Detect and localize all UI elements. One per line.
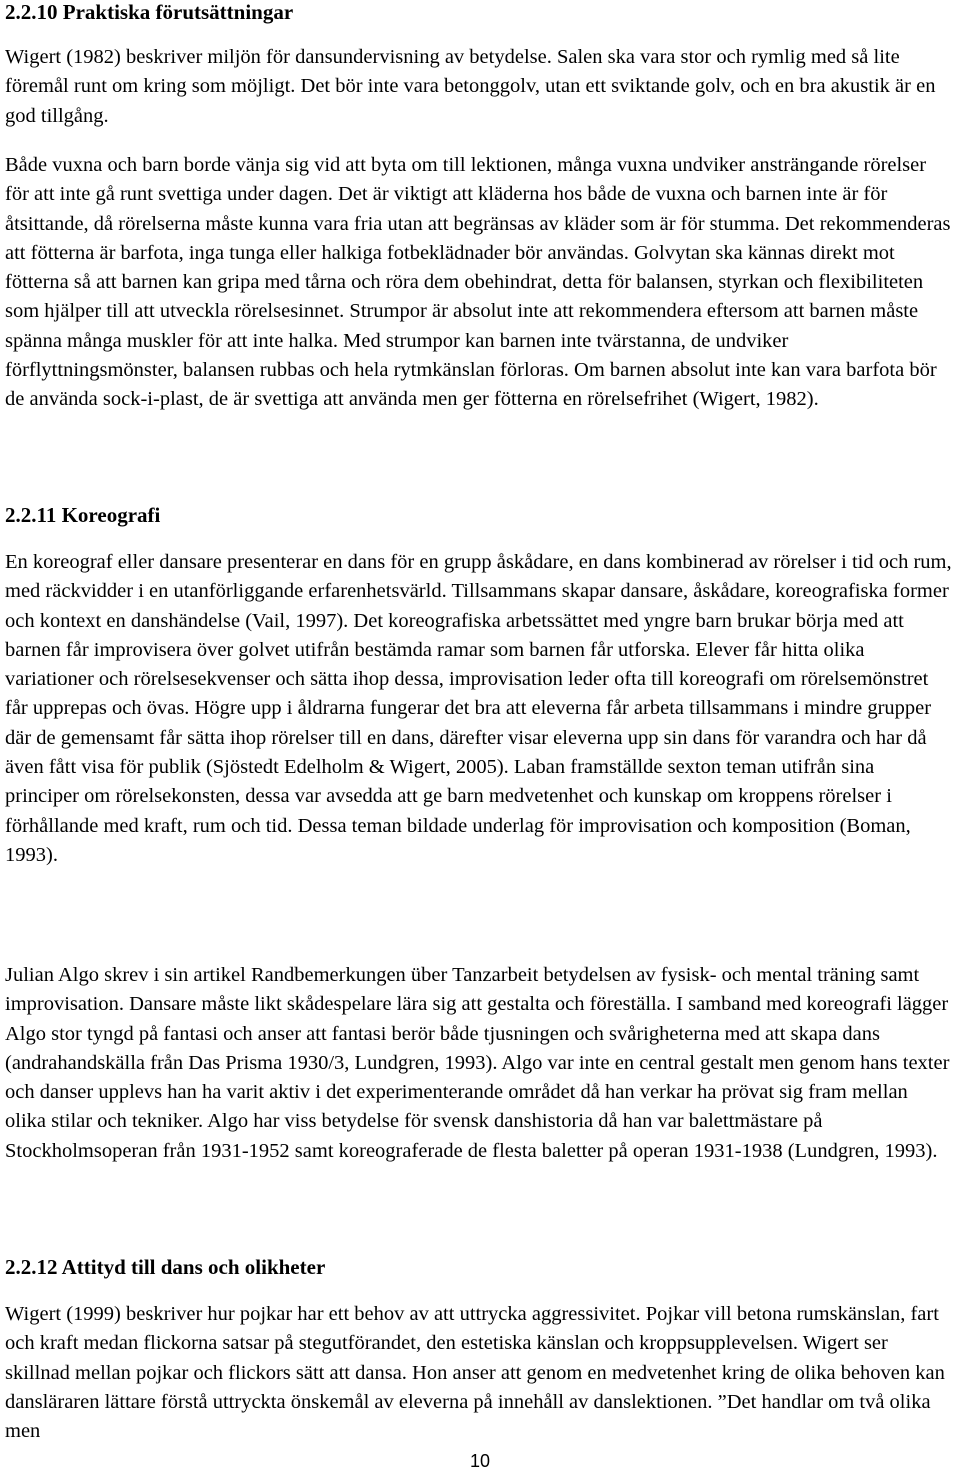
paragraph-attityd: Wigert (1999) beskriver hur pojkar har ett behov av att uttrycka aggressivitet. Pojkar vill betona rumskänslan, fart och kraft medan flickorna satsar på stegutförandet, den estetiska känslan och kroppsupplevelsen. Wigert ser skillnad mellan pojkar och flickors sätt att dansa. Hon anser att genom en medvetenhet kring de olika behoven kan dansläraren lättare förstå uttryckta önskemål av eleverna på innehåll av danslektionen. ”Det handlar om två olika men xyxy=(5,1303,945,1443)
paragraph-koreograf: En koreograf eller dansare presenterar en dans för en grupp åskådare, en dans kombinerad av rörelser i tid och rum, med räckvidder i en utanförliggande erfarenhetsvärld. Tillsammans skapar dansare, åskådare, koreografiska former och kontext en danshändelse (Vail, 1997). Det koreografiska arbetssättet med yngre barn brukar börja med att barnen får improvisera över golvet utifrån bestämda ramar som barnen får utforska. Elever får hitta olika variationer och rörelsesekvenser och sätta ihop dessa, improvisation leder ofta till koreografi om rörelsemönstret får upprepas och övas. Högre upp i åldrarna fungerar det bra att eleverna får arbeta tillsammans i mindre grupper där de gemensamt får sätta ihop rörelser till en dans, därefter visar eleverna upp sin dans för varandra och har då även fått visa för publik (Sjöstedt Edelholm & Wigert, 2005). Laban framställde sexton teman utifrån sina principer om rörelsekonsten, dessa var avsedda att ge barn medvetenhet och kunskap om kroppens rörelser i förhållande med kraft, rum och tid. Dessa teman bildade underlag för improvisation och komposition (Boman, 1993). xyxy=(5,551,952,866)
page-number: 10 xyxy=(469,1451,491,1471)
section-heading-koreografi: 2.2.11 Koreografi xyxy=(5,503,161,527)
section-heading-attityd: 2.2.12 Attityd till dans och olikheter xyxy=(5,1255,326,1279)
paragraph-miljo: Wigert (1982) beskriver miljön för dansundervisning av betydelse. Salen ska vara stor och rymlig med så lite föremål runt om kring som möjligt. Det bör inte vara betonggolv, utan ett sviktande golv, och en bra akustik är en god tillgång. xyxy=(5,46,936,127)
paragraph-kladsel: Både vuxna och barn borde vänja sig vid att byta om till lektionen, många vuxna undviker ansträngande rörelser för att inte gå runt svettiga under dagen. Det är viktigt att kläderna hos både de vuxna och barnen inte är för åtsittande, då rörelserna måste kunna vara fria utan att begränsas av kläder som är för stumma. Det rekommenderas att fötterna är barfota, inga tunga eller halkiga fotbeklädnader bör användas. Golvytan ska kännas direkt mot fötterna så att barnen kan gripa med tårna och röra dem obehindrat, detta för balansen, styrkan och flexibiliteten som hjälper till att utveckla rörelsesinnet. Strumpor är absolut inte att rekommendera eftersom att barnen måste spänna många muskler för att inte halka. Med strumpor kan barnen inte tvärstanna, de undviker förflyttningsmönster, balansen rubbas och hela rytmkänslan förloras. Om barnen absolut inte kan vara barfota bör de använda sock-i-plast, de är svettiga att använda men ger fötterna en rörelsefrihet (Wigert, 1982). xyxy=(5,154,951,411)
section-heading-praktiska-forutsattningar: 2.2.10 Praktiska förutsättningar xyxy=(5,0,294,24)
paragraph-julian-algo: Julian Algo skrev i sin artikel Randbemerkungen über Tanzarbeit betydelsen av fysisk- och mental träning samt improvisation. Dansare måste likt skådespelare lära sig att gestalta och föreställa. I samband med koreografi lägger Algo stor tyngd på fantasi och anser att fantasi berör både tjusningen och svårigheterna med att skapa dans (andrahandskälla från Das Prisma 1930/3, Lundgren, 1993). Algo var inte en central gestalt men genom hans texter och danser upplevs han ha varit aktiv i det experimenterande området då han verkar ha prövat sig fram mellan olika stilar och tekniker. Algo har viss betydelse för svensk danshistoria då han var balettmästare på Stockholmsoperan från 1931-1952 samt koreograferade de flesta baletter på operan 1931-1938 (Lundgren, 1993). xyxy=(5,964,950,1162)
